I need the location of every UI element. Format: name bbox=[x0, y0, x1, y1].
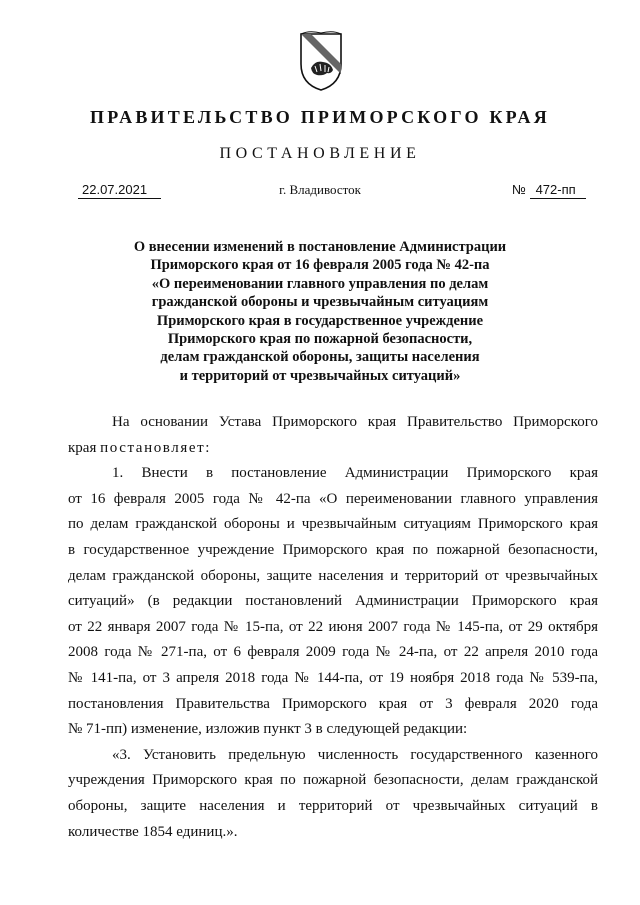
text-line: ситуаций» (в редакции постановлений Администрации Приморского края bbox=[68, 593, 598, 610]
document-title bbox=[100, 238, 540, 385]
text-line: делам гражданской обороны, защите населения и территорий от чрезвычайных bbox=[68, 567, 598, 584]
title-line: гражданской обороны и чрезвычайным ситуациям bbox=[151, 294, 489, 311]
text-line: № 71-пп) изменение, изложив пункт 3 в следующей редакции: bbox=[68, 721, 468, 738]
number-prefix: № bbox=[512, 182, 526, 197]
text-line: «3. Установить предельную численность государственного казенного bbox=[112, 746, 598, 763]
text-line: 1. Внести в постановление Администрации Приморского края bbox=[112, 465, 598, 482]
document-body bbox=[68, 410, 598, 845]
title-line: Приморского края по пожарной безопасности, bbox=[167, 331, 473, 348]
title-line: О внесении изменений в постановление Администрации bbox=[133, 239, 507, 255]
title-line: Приморского края в государственное учреждение bbox=[156, 312, 484, 329]
text-line: по делам гражданской обороны и чрезвычайным ситуациям Приморского края bbox=[68, 516, 598, 533]
title-line: делам гражданской обороны, защиты населения bbox=[160, 349, 480, 366]
text-line: количестве 1854 единиц.». bbox=[68, 823, 238, 840]
paragraph-quoted-item-3 bbox=[68, 743, 598, 845]
document-type: ПОСТАНОВЛЕНИЕ bbox=[219, 145, 421, 162]
text-line: от 16 февраля 2005 года № 42-па «О переименовании главного управления bbox=[68, 490, 598, 507]
paragraph-preamble bbox=[68, 410, 598, 461]
number-value: 472-пп bbox=[530, 182, 586, 199]
text-line: постановления Правительства Приморского края от 3 февраля 2020 года bbox=[68, 695, 598, 712]
paragraph-item-1 bbox=[68, 461, 598, 743]
text-line: учреждения Приморского края по пожарной безопасности, делам гражданской bbox=[68, 772, 598, 789]
date-value: 22.07.2021 bbox=[78, 182, 161, 199]
text-line: № 141-па, от 3 апреля 2018 года № 144-па, от 19 ноября 2018 года № 539-па, bbox=[68, 669, 598, 686]
text-line: от 22 января 2007 года № 15-па, от 22 июня 2007 года № 145-па, от 29 октября bbox=[68, 618, 598, 635]
text-line bbox=[68, 436, 598, 462]
text-line: 2008 года № 271-па, от 6 февраля 2009 года № 24-па, от 22 апреля 2010 года bbox=[68, 644, 598, 661]
coat-of-arms-icon bbox=[297, 30, 345, 92]
title-line: Приморского края от 16 февраля 2005 года № 42-па bbox=[150, 257, 490, 274]
text-fragment: края bbox=[68, 439, 97, 456]
text-line: На основании Устава Приморского края Правительство Приморского bbox=[112, 414, 598, 430]
title-line: и территорий от чрезвычайных ситуаций» bbox=[179, 367, 461, 384]
document-number bbox=[512, 182, 586, 199]
text-line: в государственное учреждение Приморского края по пожарной безопасности, bbox=[68, 541, 598, 558]
title-line: «О переименовании главного управления по делам bbox=[151, 275, 489, 292]
text-line: обороны, защите населения и территорий от чрезвычайных ситуаций в bbox=[68, 797, 598, 814]
organization-title: ПРАВИТЕЛЬСТВО ПРИМОРСКОГО КРАЯ bbox=[90, 107, 550, 127]
keyword-resolves: постановляет: bbox=[100, 439, 212, 456]
document-city: г. Владивосток bbox=[279, 182, 361, 197]
